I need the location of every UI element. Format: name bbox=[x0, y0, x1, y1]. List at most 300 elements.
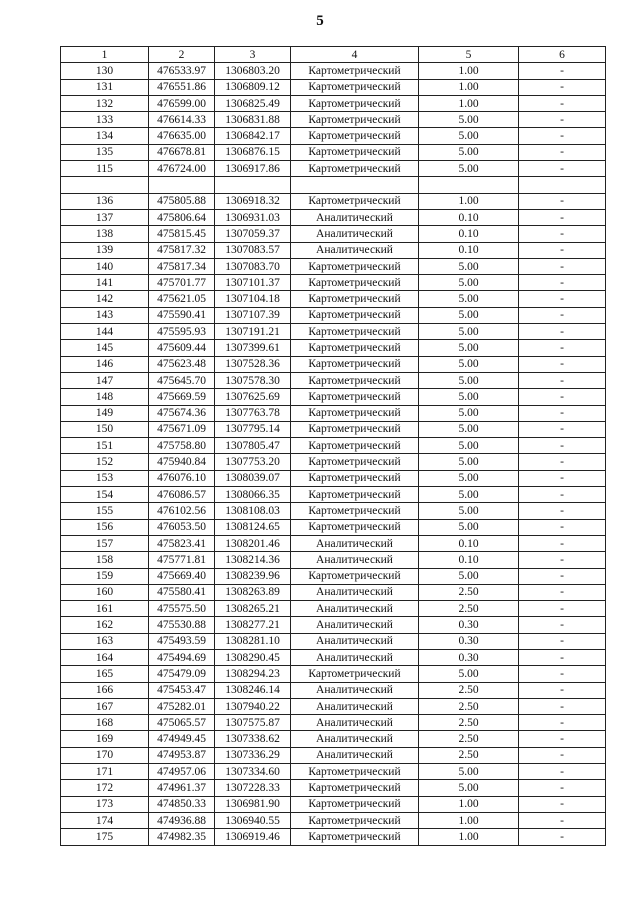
y-coordinate-cell: 1308290.45 bbox=[215, 649, 291, 665]
method-cell: Аналитический bbox=[291, 242, 419, 258]
table-row bbox=[61, 193, 606, 209]
point-number-cell: 172 bbox=[61, 780, 149, 796]
y-coordinate-cell: 1307104.18 bbox=[215, 291, 291, 307]
note-cell: - bbox=[519, 829, 606, 845]
x-coordinate-cell: 475282.01 bbox=[149, 698, 215, 714]
note-cell: - bbox=[519, 275, 606, 291]
table-row bbox=[61, 519, 606, 535]
y-coordinate-cell: 1307763.78 bbox=[215, 405, 291, 421]
x-coordinate-cell: 475494.69 bbox=[149, 649, 215, 665]
method-cell: Картометрический bbox=[291, 438, 419, 454]
x-coordinate-cell: 475645.70 bbox=[149, 372, 215, 388]
point-number-cell: 150 bbox=[61, 421, 149, 437]
y-coordinate-cell: 1308124.65 bbox=[215, 519, 291, 535]
table-row bbox=[61, 682, 606, 698]
y-coordinate-cell: 1306842.17 bbox=[215, 128, 291, 144]
table-row bbox=[61, 829, 606, 845]
x-coordinate-cell: 475453.47 bbox=[149, 682, 215, 698]
table-row bbox=[61, 389, 606, 405]
x-coordinate-cell: 474936.88 bbox=[149, 812, 215, 828]
method-cell: Картометрический bbox=[291, 307, 419, 323]
x-coordinate-cell: 475575.50 bbox=[149, 601, 215, 617]
accuracy-cell: 5.00 bbox=[419, 275, 519, 291]
x-coordinate-cell: 475940.84 bbox=[149, 454, 215, 470]
y-coordinate-cell: 1306940.55 bbox=[215, 812, 291, 828]
method-cell: Аналитический bbox=[291, 649, 419, 665]
x-coordinate-cell: 475580.41 bbox=[149, 584, 215, 600]
method-cell: Картометрический bbox=[291, 796, 419, 812]
table-row bbox=[61, 63, 606, 79]
table-row bbox=[61, 128, 606, 144]
y-coordinate-cell: 1306803.20 bbox=[215, 63, 291, 79]
table-row bbox=[61, 552, 606, 568]
note-cell: - bbox=[519, 584, 606, 600]
point-number-cell: 153 bbox=[61, 470, 149, 486]
y-coordinate-cell: 1306825.49 bbox=[215, 95, 291, 111]
point-number-cell: 162 bbox=[61, 617, 149, 633]
note-cell: - bbox=[519, 193, 606, 209]
page-number: 5 bbox=[316, 13, 324, 29]
x-coordinate-cell: 475621.05 bbox=[149, 291, 215, 307]
x-coordinate-cell: 475815.45 bbox=[149, 226, 215, 242]
point-number-cell: 168 bbox=[61, 715, 149, 731]
table-row bbox=[61, 372, 606, 388]
x-coordinate-cell: 475623.48 bbox=[149, 356, 215, 372]
y-coordinate-cell: 1306809.12 bbox=[215, 79, 291, 95]
x-coordinate-cell: 476614.33 bbox=[149, 112, 215, 128]
method-cell: Картометрический bbox=[291, 372, 419, 388]
y-coordinate-cell: 1308066.35 bbox=[215, 487, 291, 503]
point-number-cell: 164 bbox=[61, 649, 149, 665]
x-coordinate-cell: 475669.59 bbox=[149, 389, 215, 405]
point-number-cell: 161 bbox=[61, 601, 149, 617]
y-coordinate-cell: 1307753.20 bbox=[215, 454, 291, 470]
y-coordinate-cell: 1307191.21 bbox=[215, 324, 291, 340]
note-cell: - bbox=[519, 144, 606, 160]
x-coordinate-cell: 475674.36 bbox=[149, 405, 215, 421]
accuracy-cell: 5.00 bbox=[419, 356, 519, 372]
method-cell: Картометрический bbox=[291, 454, 419, 470]
y-coordinate-cell: 1306931.03 bbox=[215, 209, 291, 225]
table-row bbox=[61, 601, 606, 617]
note-cell: - bbox=[519, 470, 606, 486]
x-coordinate-cell: 476076.10 bbox=[149, 470, 215, 486]
accuracy-cell: 5.00 bbox=[419, 405, 519, 421]
point-number-cell: 170 bbox=[61, 747, 149, 763]
table-row bbox=[61, 209, 606, 225]
table-row bbox=[61, 242, 606, 258]
table-row bbox=[61, 617, 606, 633]
point-number-cell: 148 bbox=[61, 389, 149, 405]
note-cell: - bbox=[519, 812, 606, 828]
table-row bbox=[61, 161, 606, 177]
x-coordinate-cell: 474961.37 bbox=[149, 780, 215, 796]
accuracy-cell: 2.50 bbox=[419, 601, 519, 617]
method-cell: Аналитический bbox=[291, 552, 419, 568]
point-number-cell: 138 bbox=[61, 226, 149, 242]
note-cell: - bbox=[519, 63, 606, 79]
x-coordinate-cell: 474953.87 bbox=[149, 747, 215, 763]
header-cell: 5 bbox=[419, 47, 519, 63]
table-row bbox=[61, 144, 606, 160]
note-cell: - bbox=[519, 340, 606, 356]
note-cell: - bbox=[519, 438, 606, 454]
point-number-cell: 145 bbox=[61, 340, 149, 356]
x-coordinate-cell: 476599.00 bbox=[149, 95, 215, 111]
table-row bbox=[61, 731, 606, 747]
accuracy-cell: 5.00 bbox=[419, 454, 519, 470]
method-cell: Картометрический bbox=[291, 356, 419, 372]
accuracy-cell: 2.50 bbox=[419, 584, 519, 600]
note-cell: - bbox=[519, 649, 606, 665]
table-row bbox=[61, 356, 606, 372]
method-cell: Аналитический bbox=[291, 715, 419, 731]
y-coordinate-cell: 1307528.36 bbox=[215, 356, 291, 372]
accuracy-cell: 1.00 bbox=[419, 193, 519, 209]
accuracy-cell: 5.00 bbox=[419, 421, 519, 437]
accuracy-cell: 0.10 bbox=[419, 209, 519, 225]
accuracy-cell: 0.30 bbox=[419, 649, 519, 665]
note-cell: - bbox=[519, 112, 606, 128]
accuracy-cell: 5.00 bbox=[419, 519, 519, 535]
note-cell: - bbox=[519, 747, 606, 763]
note-cell: - bbox=[519, 698, 606, 714]
point-number-cell: 171 bbox=[61, 764, 149, 780]
accuracy-cell: 5.00 bbox=[419, 470, 519, 486]
accuracy-cell bbox=[419, 177, 519, 193]
method-cell: Картометрический bbox=[291, 503, 419, 519]
method-cell: Картометрический bbox=[291, 63, 419, 79]
accuracy-cell: 0.10 bbox=[419, 552, 519, 568]
accuracy-cell: 2.50 bbox=[419, 715, 519, 731]
point-number-cell: 167 bbox=[61, 698, 149, 714]
method-cell bbox=[291, 177, 419, 193]
header-cell: 6 bbox=[519, 47, 606, 63]
method-cell: Аналитический bbox=[291, 633, 419, 649]
point-number-cell: 142 bbox=[61, 291, 149, 307]
method-cell: Картометрический bbox=[291, 568, 419, 584]
point-number-cell: 143 bbox=[61, 307, 149, 323]
accuracy-cell: 5.00 bbox=[419, 487, 519, 503]
y-coordinate-cell: 1306876.15 bbox=[215, 144, 291, 160]
accuracy-cell: 0.30 bbox=[419, 633, 519, 649]
point-number-cell: 154 bbox=[61, 487, 149, 503]
x-coordinate-cell: 476678.81 bbox=[149, 144, 215, 160]
accuracy-cell: 5.00 bbox=[419, 503, 519, 519]
note-cell: - bbox=[519, 161, 606, 177]
note-cell: - bbox=[519, 356, 606, 372]
accuracy-cell: 0.10 bbox=[419, 535, 519, 551]
table-row bbox=[61, 715, 606, 731]
accuracy-cell: 1.00 bbox=[419, 63, 519, 79]
point-number-cell: 166 bbox=[61, 682, 149, 698]
coordinates-table bbox=[60, 46, 606, 846]
accuracy-cell: 5.00 bbox=[419, 780, 519, 796]
x-coordinate-cell: 475806.64 bbox=[149, 209, 215, 225]
method-cell: Картометрический bbox=[291, 405, 419, 421]
note-cell: - bbox=[519, 487, 606, 503]
table-row bbox=[61, 438, 606, 454]
note-cell: - bbox=[519, 715, 606, 731]
y-coordinate-cell: 1308281.10 bbox=[215, 633, 291, 649]
table-header-row bbox=[61, 47, 606, 63]
accuracy-cell: 0.10 bbox=[419, 242, 519, 258]
method-cell: Картометрический bbox=[291, 161, 419, 177]
note-cell: - bbox=[519, 764, 606, 780]
y-coordinate-cell: 1307940.22 bbox=[215, 698, 291, 714]
y-coordinate-cell: 1307059.37 bbox=[215, 226, 291, 242]
y-coordinate-cell: 1307795.14 bbox=[215, 421, 291, 437]
method-cell: Картометрический bbox=[291, 128, 419, 144]
y-coordinate-cell: 1308246.14 bbox=[215, 682, 291, 698]
table-row bbox=[61, 796, 606, 812]
x-coordinate-cell: 476724.00 bbox=[149, 161, 215, 177]
table-row bbox=[61, 291, 606, 307]
accuracy-cell: 1.00 bbox=[419, 79, 519, 95]
point-number-cell: 146 bbox=[61, 356, 149, 372]
note-cell: - bbox=[519, 389, 606, 405]
y-coordinate-cell: 1308239.96 bbox=[215, 568, 291, 584]
method-cell: Аналитический bbox=[291, 535, 419, 551]
point-number-cell: 144 bbox=[61, 324, 149, 340]
y-coordinate-cell: 1307338.62 bbox=[215, 731, 291, 747]
table-row bbox=[61, 503, 606, 519]
accuracy-cell: 5.00 bbox=[419, 291, 519, 307]
table-row bbox=[61, 487, 606, 503]
accuracy-cell: 2.50 bbox=[419, 682, 519, 698]
method-cell: Аналитический bbox=[291, 226, 419, 242]
accuracy-cell: 5.00 bbox=[419, 389, 519, 405]
point-number-cell: 159 bbox=[61, 568, 149, 584]
accuracy-cell: 5.00 bbox=[419, 568, 519, 584]
accuracy-cell: 1.00 bbox=[419, 796, 519, 812]
method-cell: Картометрический bbox=[291, 291, 419, 307]
y-coordinate-cell: 1306917.86 bbox=[215, 161, 291, 177]
method-cell: Картометрический bbox=[291, 340, 419, 356]
point-number-cell bbox=[61, 177, 149, 193]
y-coordinate-cell: 1307107.39 bbox=[215, 307, 291, 323]
x-coordinate-cell: 474957.06 bbox=[149, 764, 215, 780]
x-coordinate-cell: 475479.09 bbox=[149, 666, 215, 682]
accuracy-cell: 5.00 bbox=[419, 307, 519, 323]
point-number-cell: 156 bbox=[61, 519, 149, 535]
x-coordinate-cell: 474949.45 bbox=[149, 731, 215, 747]
note-cell: - bbox=[519, 666, 606, 682]
header-cell: 3 bbox=[215, 47, 291, 63]
table-row bbox=[61, 177, 606, 193]
method-cell: Картометрический bbox=[291, 519, 419, 535]
note-cell: - bbox=[519, 731, 606, 747]
y-coordinate-cell: 1308039.07 bbox=[215, 470, 291, 486]
accuracy-cell: 5.00 bbox=[419, 324, 519, 340]
point-number-cell: 151 bbox=[61, 438, 149, 454]
x-coordinate-cell: 475493.59 bbox=[149, 633, 215, 649]
note-cell: - bbox=[519, 226, 606, 242]
x-coordinate-cell bbox=[149, 177, 215, 193]
accuracy-cell: 5.00 bbox=[419, 372, 519, 388]
method-cell: Картометрический bbox=[291, 275, 419, 291]
point-number-cell: 115 bbox=[61, 161, 149, 177]
x-coordinate-cell: 476053.50 bbox=[149, 519, 215, 535]
y-coordinate-cell: 1306918.32 bbox=[215, 193, 291, 209]
table-row bbox=[61, 112, 606, 128]
note-cell: - bbox=[519, 633, 606, 649]
table-row bbox=[61, 698, 606, 714]
y-coordinate-cell: 1308108.03 bbox=[215, 503, 291, 519]
y-coordinate-cell: 1307228.33 bbox=[215, 780, 291, 796]
y-coordinate-cell: 1307083.57 bbox=[215, 242, 291, 258]
point-number-cell: 136 bbox=[61, 193, 149, 209]
point-number-cell: 139 bbox=[61, 242, 149, 258]
point-number-cell: 158 bbox=[61, 552, 149, 568]
y-coordinate-cell: 1308265.21 bbox=[215, 601, 291, 617]
table-row bbox=[61, 324, 606, 340]
accuracy-cell: 5.00 bbox=[419, 144, 519, 160]
table-row bbox=[61, 666, 606, 682]
x-coordinate-cell: 475530.88 bbox=[149, 617, 215, 633]
accuracy-cell: 1.00 bbox=[419, 812, 519, 828]
point-number-cell: 149 bbox=[61, 405, 149, 421]
note-cell: - bbox=[519, 535, 606, 551]
method-cell: Картометрический bbox=[291, 780, 419, 796]
accuracy-cell: 5.00 bbox=[419, 764, 519, 780]
point-number-cell: 147 bbox=[61, 372, 149, 388]
note-cell: - bbox=[519, 796, 606, 812]
header-cell: 1 bbox=[61, 47, 149, 63]
table-row bbox=[61, 535, 606, 551]
note-cell: - bbox=[519, 95, 606, 111]
note-cell: - bbox=[519, 682, 606, 698]
x-coordinate-cell: 474982.35 bbox=[149, 829, 215, 845]
y-coordinate-cell: 1307083.70 bbox=[215, 258, 291, 274]
x-coordinate-cell: 475590.41 bbox=[149, 307, 215, 323]
note-cell: - bbox=[519, 405, 606, 421]
table-row bbox=[61, 275, 606, 291]
x-coordinate-cell: 474850.33 bbox=[149, 796, 215, 812]
y-coordinate-cell: 1306831.88 bbox=[215, 112, 291, 128]
method-cell: Картометрический bbox=[291, 389, 419, 405]
point-number-cell: 141 bbox=[61, 275, 149, 291]
y-coordinate-cell: 1308201.46 bbox=[215, 535, 291, 551]
y-coordinate-cell: 1308294.23 bbox=[215, 666, 291, 682]
note-cell: - bbox=[519, 568, 606, 584]
method-cell: Аналитический bbox=[291, 617, 419, 633]
accuracy-cell: 5.00 bbox=[419, 161, 519, 177]
point-number-cell: 174 bbox=[61, 812, 149, 828]
table-row bbox=[61, 649, 606, 665]
method-cell: Картометрический bbox=[291, 79, 419, 95]
accuracy-cell: 5.00 bbox=[419, 112, 519, 128]
y-coordinate-cell: 1306919.46 bbox=[215, 829, 291, 845]
table-row bbox=[61, 470, 606, 486]
table-row bbox=[61, 764, 606, 780]
method-cell: Картометрический bbox=[291, 258, 419, 274]
accuracy-cell: 5.00 bbox=[419, 666, 519, 682]
table-row bbox=[61, 780, 606, 796]
table-row bbox=[61, 568, 606, 584]
table-row bbox=[61, 340, 606, 356]
note-cell: - bbox=[519, 209, 606, 225]
accuracy-cell: 5.00 bbox=[419, 128, 519, 144]
accuracy-cell: 5.00 bbox=[419, 438, 519, 454]
table-row bbox=[61, 258, 606, 274]
note-cell: - bbox=[519, 780, 606, 796]
table-row bbox=[61, 226, 606, 242]
x-coordinate-cell: 475701.77 bbox=[149, 275, 215, 291]
x-coordinate-cell: 476551.86 bbox=[149, 79, 215, 95]
x-coordinate-cell: 476635.00 bbox=[149, 128, 215, 144]
note-cell: - bbox=[519, 421, 606, 437]
table-row bbox=[61, 95, 606, 111]
table-row bbox=[61, 421, 606, 437]
method-cell: Картометрический bbox=[291, 95, 419, 111]
y-coordinate-cell: 1307399.61 bbox=[215, 340, 291, 356]
y-coordinate-cell: 1307625.69 bbox=[215, 389, 291, 405]
x-coordinate-cell: 475823.41 bbox=[149, 535, 215, 551]
header-cell: 4 bbox=[291, 47, 419, 63]
accuracy-cell: 1.00 bbox=[419, 95, 519, 111]
note-cell: - bbox=[519, 552, 606, 568]
note-cell: - bbox=[519, 454, 606, 470]
point-number-cell: 173 bbox=[61, 796, 149, 812]
x-coordinate-cell: 475817.34 bbox=[149, 258, 215, 274]
table-row bbox=[61, 584, 606, 600]
accuracy-cell: 2.50 bbox=[419, 731, 519, 747]
point-number-cell: 137 bbox=[61, 209, 149, 225]
table-row bbox=[61, 454, 606, 470]
x-coordinate-cell: 475817.32 bbox=[149, 242, 215, 258]
point-number-cell: 132 bbox=[61, 95, 149, 111]
y-coordinate-cell: 1307334.60 bbox=[215, 764, 291, 780]
method-cell: Картометрический bbox=[291, 470, 419, 486]
table-row bbox=[61, 633, 606, 649]
x-coordinate-cell: 476533.97 bbox=[149, 63, 215, 79]
table-row bbox=[61, 79, 606, 95]
point-number-cell: 163 bbox=[61, 633, 149, 649]
accuracy-cell: 1.00 bbox=[419, 829, 519, 845]
accuracy-cell: 2.50 bbox=[419, 747, 519, 763]
accuracy-cell: 5.00 bbox=[419, 258, 519, 274]
x-coordinate-cell: 475609.44 bbox=[149, 340, 215, 356]
point-number-cell: 160 bbox=[61, 584, 149, 600]
table-row bbox=[61, 307, 606, 323]
note-cell: - bbox=[519, 601, 606, 617]
table-row bbox=[61, 812, 606, 828]
method-cell: Картометрический bbox=[291, 144, 419, 160]
method-cell: Аналитический bbox=[291, 747, 419, 763]
point-number-cell: 133 bbox=[61, 112, 149, 128]
y-coordinate-cell: 1308277.21 bbox=[215, 617, 291, 633]
accuracy-cell: 5.00 bbox=[419, 340, 519, 356]
point-number-cell: 140 bbox=[61, 258, 149, 274]
method-cell: Картометрический bbox=[291, 666, 419, 682]
method-cell: Картометрический bbox=[291, 421, 419, 437]
x-coordinate-cell: 475771.81 bbox=[149, 552, 215, 568]
y-coordinate-cell: 1307336.29 bbox=[215, 747, 291, 763]
method-cell: Картометрический bbox=[291, 764, 419, 780]
point-number-cell: 157 bbox=[61, 535, 149, 551]
x-coordinate-cell: 476086.57 bbox=[149, 487, 215, 503]
note-cell: - bbox=[519, 503, 606, 519]
y-coordinate-cell: 1307805.47 bbox=[215, 438, 291, 454]
method-cell: Аналитический bbox=[291, 682, 419, 698]
method-cell: Аналитический bbox=[291, 731, 419, 747]
point-number-cell: 134 bbox=[61, 128, 149, 144]
point-number-cell: 175 bbox=[61, 829, 149, 845]
note-cell: - bbox=[519, 519, 606, 535]
note-cell: - bbox=[519, 324, 606, 340]
header-cell: 2 bbox=[149, 47, 215, 63]
